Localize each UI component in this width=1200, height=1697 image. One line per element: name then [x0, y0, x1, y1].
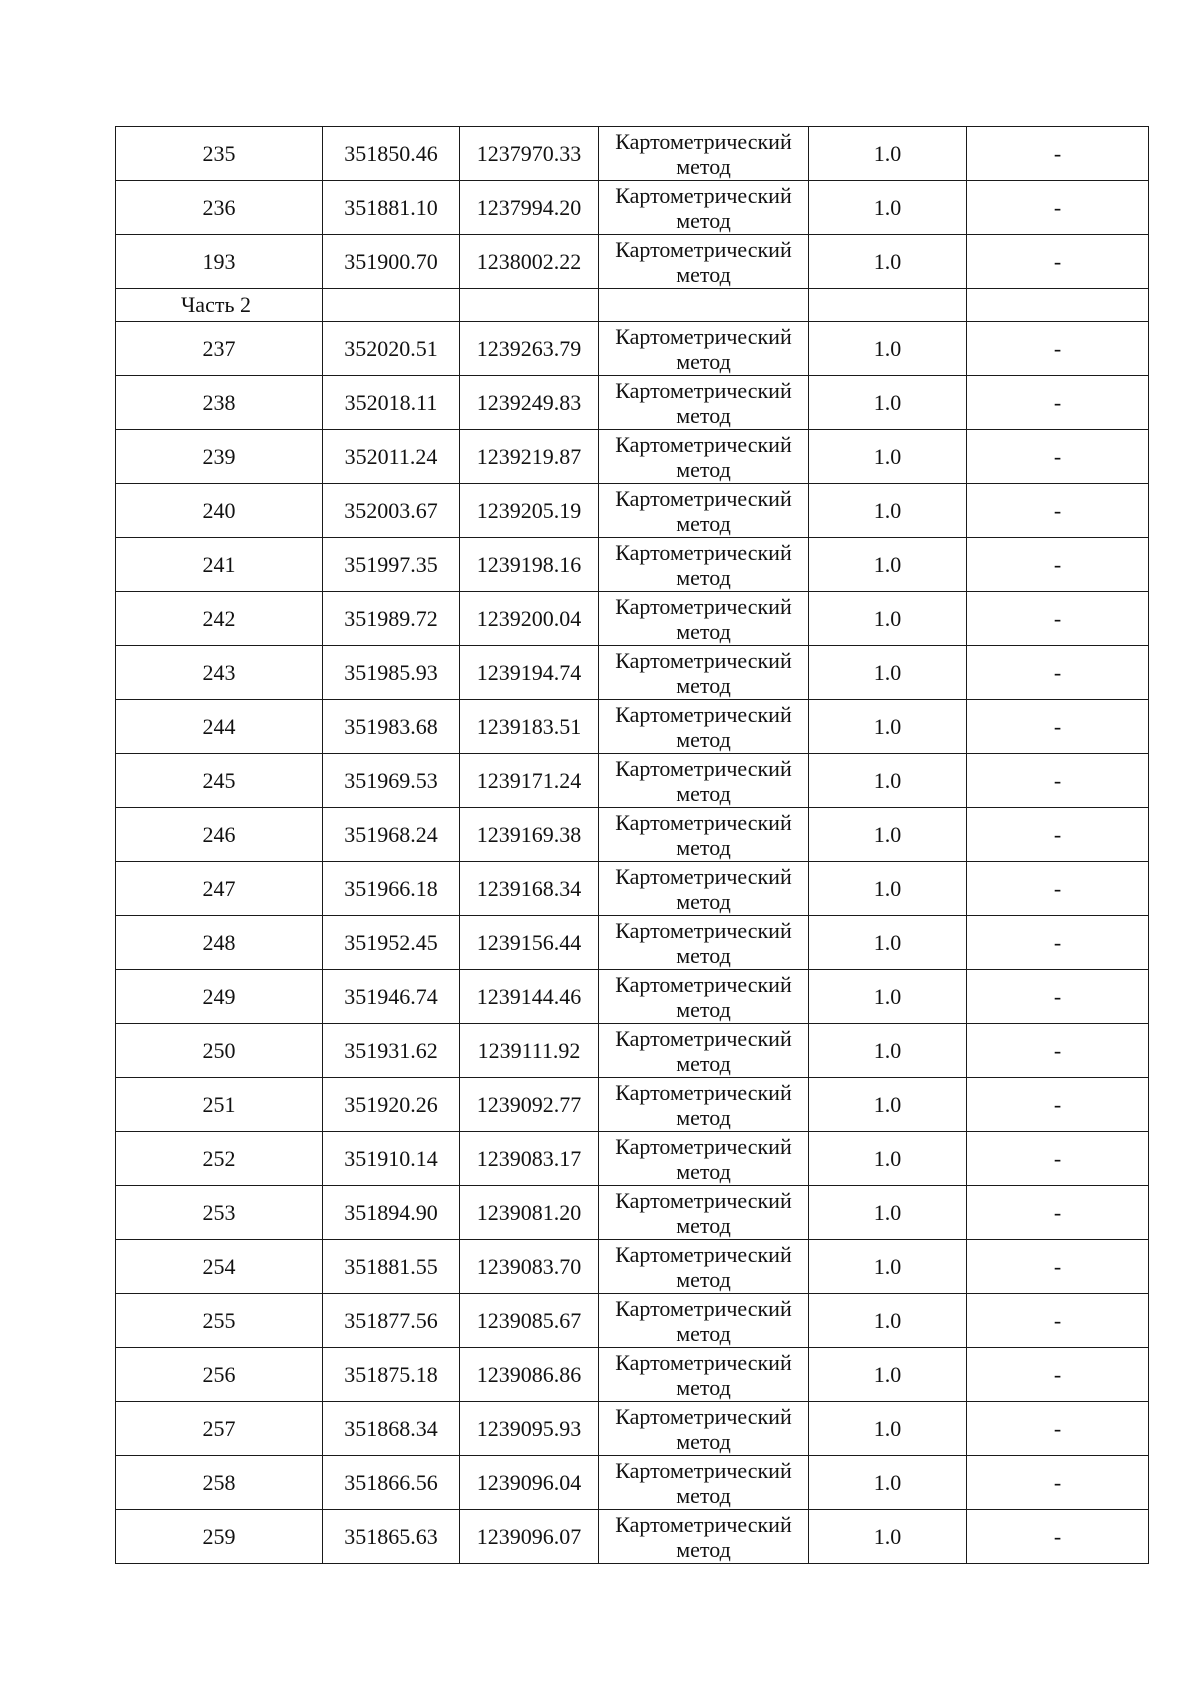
method-text-line: Картометрический — [615, 1295, 792, 1321]
accuracy-cell: 1.0 — [809, 1510, 967, 1564]
note-cell: - — [967, 1294, 1149, 1348]
table-row — [116, 592, 1149, 646]
x-coordinate-cell: 351983.68 — [323, 700, 460, 754]
y-coordinate-cell: 1239249.83 — [460, 376, 599, 430]
method-text-line: Картометрический — [615, 182, 792, 208]
y-coordinate-cell: 1239081.20 — [460, 1186, 599, 1240]
method-text-line: Картометрический — [615, 128, 792, 154]
table-row — [116, 1024, 1149, 1078]
y-coordinate-cell: 1239169.38 — [460, 808, 599, 862]
accuracy-cell: 1.0 — [809, 970, 967, 1024]
y-coordinate-cell: 1239111.92 — [460, 1024, 599, 1078]
method-text-line: Картометрический — [615, 1457, 792, 1483]
point-number-cell: 243 — [116, 646, 323, 700]
note-cell: - — [967, 1456, 1149, 1510]
point-number-cell: 258 — [116, 1456, 323, 1510]
note-cell: - — [967, 1132, 1149, 1186]
method-text-line: метод — [676, 942, 731, 968]
note-cell: - — [967, 1240, 1149, 1294]
point-number-cell: 248 — [116, 916, 323, 970]
note-cell: - — [967, 862, 1149, 916]
x-coordinate-cell: 352018.11 — [323, 376, 460, 430]
point-number-cell: 249 — [116, 970, 323, 1024]
method-cell — [599, 1456, 809, 1510]
table-row — [116, 1510, 1149, 1564]
note-cell: - — [967, 808, 1149, 862]
method-text-line: Картометрический — [615, 539, 792, 565]
note-cell: - — [967, 1348, 1149, 1402]
point-number-cell: 251 — [116, 1078, 323, 1132]
accuracy-cell: 1.0 — [809, 1294, 967, 1348]
note-cell: - — [967, 646, 1149, 700]
note-cell: - — [967, 127, 1149, 181]
accuracy-cell: 1.0 — [809, 1456, 967, 1510]
y-coordinate-cell: 1239085.67 — [460, 1294, 599, 1348]
method-text-line: Картометрический — [615, 755, 792, 781]
x-coordinate-cell: 351910.14 — [323, 1132, 460, 1186]
x-coordinate-cell: 351966.18 — [323, 862, 460, 916]
table-row — [116, 538, 1149, 592]
method-text-line: Картометрический — [615, 917, 792, 943]
note-cell: - — [967, 235, 1149, 289]
method-text-line: Картометрический — [615, 377, 792, 403]
method-cell — [599, 646, 809, 700]
y-coordinate-cell: 1239095.93 — [460, 1402, 599, 1456]
accuracy-cell: 1.0 — [809, 376, 967, 430]
method-text-line: метод — [676, 402, 731, 428]
x-coordinate-cell: 351868.34 — [323, 1402, 460, 1456]
method-cell — [599, 1024, 809, 1078]
point-number-cell: 193 — [116, 235, 323, 289]
table-row — [116, 1132, 1149, 1186]
table-row — [116, 430, 1149, 484]
point-number-cell: 245 — [116, 754, 323, 808]
note-cell: - — [967, 700, 1149, 754]
accuracy-cell: 1.0 — [809, 646, 967, 700]
y-coordinate-cell: 1239205.19 — [460, 484, 599, 538]
method-cell — [599, 700, 809, 754]
accuracy-cell: 1.0 — [809, 538, 967, 592]
point-number-cell: 237 — [116, 322, 323, 376]
point-number-cell: 242 — [116, 592, 323, 646]
method-cell — [599, 322, 809, 376]
x-coordinate-cell: 351968.24 — [323, 808, 460, 862]
method-text-line: метод — [676, 1482, 731, 1508]
y-coordinate-cell: 1239171.24 — [460, 754, 599, 808]
point-number-cell: 235 — [116, 127, 323, 181]
method-cell — [599, 1294, 809, 1348]
method-text-line: Картометрический — [615, 1511, 792, 1537]
method-cell — [599, 430, 809, 484]
note-cell: - — [967, 1510, 1149, 1564]
method-cell — [599, 1240, 809, 1294]
method-cell — [599, 376, 809, 430]
table-row — [116, 700, 1149, 754]
accuracy-cell: 1.0 — [809, 1132, 967, 1186]
x-coordinate-cell: 351985.93 — [323, 646, 460, 700]
method-text-line: метод — [676, 1158, 731, 1184]
method-text-line: Картометрический — [615, 647, 792, 673]
point-number-cell: 252 — [116, 1132, 323, 1186]
method-text-line: метод — [676, 888, 731, 914]
method-cell — [599, 970, 809, 1024]
method-cell — [599, 862, 809, 916]
x-coordinate-cell: 351881.10 — [323, 181, 460, 235]
method-cell — [599, 1132, 809, 1186]
method-cell — [599, 235, 809, 289]
note-cell: - — [967, 970, 1149, 1024]
point-number-cell: 244 — [116, 700, 323, 754]
y-coordinate-cell: 1239144.46 — [460, 970, 599, 1024]
coordinates-table — [115, 126, 1149, 1564]
method-text-line: метод — [676, 834, 731, 860]
table-row — [116, 322, 1149, 376]
note-cell: - — [967, 181, 1149, 235]
y-coordinate-cell: 1239083.70 — [460, 1240, 599, 1294]
x-coordinate-cell: 352003.67 — [323, 484, 460, 538]
method-text-line: Картометрический — [615, 1133, 792, 1159]
note-cell: - — [967, 1402, 1149, 1456]
y-coordinate-cell: 1239263.79 — [460, 322, 599, 376]
method-text-line: метод — [676, 1212, 731, 1238]
method-text-line: метод — [676, 564, 731, 590]
accuracy-cell: 1.0 — [809, 1348, 967, 1402]
method-cell — [599, 484, 809, 538]
point-number-cell: 254 — [116, 1240, 323, 1294]
x-coordinate-cell: 352020.51 — [323, 322, 460, 376]
table-row — [116, 127, 1149, 181]
method-text-line: метод — [676, 456, 731, 482]
table-row — [116, 754, 1149, 808]
accuracy-cell: 1.0 — [809, 754, 967, 808]
y-coordinate-cell: 1239183.51 — [460, 700, 599, 754]
method-text-line: метод — [676, 780, 731, 806]
method-text-line: метод — [676, 1374, 731, 1400]
table-row — [116, 1456, 1149, 1510]
method-text-line: Картометрический — [615, 431, 792, 457]
accuracy-cell: 1.0 — [809, 700, 967, 754]
method-cell — [599, 1402, 809, 1456]
note-cell: - — [967, 592, 1149, 646]
point-number-cell: 250 — [116, 1024, 323, 1078]
method-text-line: Картометрический — [615, 1187, 792, 1213]
accuracy-cell: 1.0 — [809, 1186, 967, 1240]
method-text-line: Картометрический — [615, 863, 792, 889]
accuracy-cell: 1.0 — [809, 1078, 967, 1132]
note-cell: - — [967, 430, 1149, 484]
table-row — [116, 1402, 1149, 1456]
accuracy-cell: 1.0 — [809, 1240, 967, 1294]
accuracy-cell: 1.0 — [809, 1024, 967, 1078]
method-text-line: метод — [676, 996, 731, 1022]
table-row — [116, 1078, 1149, 1132]
accuracy-cell: 1.0 — [809, 484, 967, 538]
x-coordinate-cell: 351989.72 — [323, 592, 460, 646]
x-coordinate-cell: 352011.24 — [323, 430, 460, 484]
note-cell: - — [967, 322, 1149, 376]
y-coordinate-cell: 1239092.77 — [460, 1078, 599, 1132]
method-cell — [599, 127, 809, 181]
table-row — [116, 484, 1149, 538]
note-cell: - — [967, 1078, 1149, 1132]
note-cell: - — [967, 754, 1149, 808]
x-coordinate-cell: 351969.53 — [323, 754, 460, 808]
y-coordinate-cell: 1239083.17 — [460, 1132, 599, 1186]
method-text-line: Картометрический — [615, 971, 792, 997]
method-cell — [599, 916, 809, 970]
accuracy-cell: 1.0 — [809, 862, 967, 916]
method-text-line: метод — [676, 672, 731, 698]
note-cell: - — [967, 1024, 1149, 1078]
method-cell — [599, 754, 809, 808]
x-coordinate-cell: 351900.70 — [323, 235, 460, 289]
point-number-cell: 241 — [116, 538, 323, 592]
method-text-line: Картометрический — [615, 593, 792, 619]
method-text-line: метод — [676, 207, 731, 233]
x-coordinate-cell: 351997.35 — [323, 538, 460, 592]
y-coordinate-cell: 1239168.34 — [460, 862, 599, 916]
method-cell — [599, 1510, 809, 1564]
part-row-empty-cell — [967, 289, 1149, 322]
y-coordinate-cell: 1239198.16 — [460, 538, 599, 592]
note-cell: - — [967, 916, 1149, 970]
note-cell: - — [967, 484, 1149, 538]
method-text-line: метод — [676, 153, 731, 179]
method-cell — [599, 808, 809, 862]
method-text-line: метод — [676, 618, 731, 644]
point-number-cell: 259 — [116, 1510, 323, 1564]
method-cell — [599, 1078, 809, 1132]
y-coordinate-cell: 1237994.20 — [460, 181, 599, 235]
point-number-cell: 238 — [116, 376, 323, 430]
y-coordinate-cell: 1239219.87 — [460, 430, 599, 484]
x-coordinate-cell: 351894.90 — [323, 1186, 460, 1240]
method-text-line: Картометрический — [615, 1349, 792, 1375]
table-row — [116, 1348, 1149, 1402]
method-text-line: метод — [676, 261, 731, 287]
point-number-cell: 239 — [116, 430, 323, 484]
coordinates-table-body — [116, 127, 1149, 1564]
method-text-line: Картометрический — [615, 1403, 792, 1429]
part-row-empty-cell — [809, 289, 967, 322]
point-number-cell: 257 — [116, 1402, 323, 1456]
point-number-cell: 256 — [116, 1348, 323, 1402]
y-coordinate-cell: 1239096.07 — [460, 1510, 599, 1564]
x-coordinate-cell: 351946.74 — [323, 970, 460, 1024]
accuracy-cell: 1.0 — [809, 127, 967, 181]
y-coordinate-cell: 1238002.22 — [460, 235, 599, 289]
table-row — [116, 808, 1149, 862]
method-text-line: Картометрический — [615, 701, 792, 727]
y-coordinate-cell: 1239096.04 — [460, 1456, 599, 1510]
method-text-line: Картометрический — [615, 236, 792, 262]
method-text-line: метод — [676, 1104, 731, 1130]
method-text-line: метод — [676, 1050, 731, 1076]
accuracy-cell: 1.0 — [809, 181, 967, 235]
part-label: Часть 2 — [116, 289, 323, 322]
method-cell — [599, 181, 809, 235]
table-row — [116, 1240, 1149, 1294]
accuracy-cell: 1.0 — [809, 592, 967, 646]
x-coordinate-cell: 351866.56 — [323, 1456, 460, 1510]
note-cell: - — [967, 538, 1149, 592]
table-row — [116, 1294, 1149, 1348]
x-coordinate-cell: 351875.18 — [323, 1348, 460, 1402]
note-cell: - — [967, 376, 1149, 430]
y-coordinate-cell: 1239086.86 — [460, 1348, 599, 1402]
part-row-empty-cell — [599, 289, 809, 322]
method-text-line: Картометрический — [615, 809, 792, 835]
accuracy-cell: 1.0 — [809, 808, 967, 862]
method-cell — [599, 1348, 809, 1402]
table-row — [116, 376, 1149, 430]
table-row — [116, 862, 1149, 916]
method-text-line: метод — [676, 348, 731, 374]
table-row — [116, 970, 1149, 1024]
x-coordinate-cell: 351920.26 — [323, 1078, 460, 1132]
point-number-cell: 236 — [116, 181, 323, 235]
part-row-empty-cell — [460, 289, 599, 322]
method-text-line: Картометрический — [615, 323, 792, 349]
method-text-line: Картометрический — [615, 485, 792, 511]
point-number-cell: 255 — [116, 1294, 323, 1348]
accuracy-cell: 1.0 — [809, 235, 967, 289]
note-cell: - — [967, 1186, 1149, 1240]
point-number-cell: 246 — [116, 808, 323, 862]
method-text-line: метод — [676, 1266, 731, 1292]
table-row — [116, 235, 1149, 289]
point-number-cell: 247 — [116, 862, 323, 916]
method-text-line: метод — [676, 1320, 731, 1346]
x-coordinate-cell: 351865.63 — [323, 1510, 460, 1564]
y-coordinate-cell: 1239200.04 — [460, 592, 599, 646]
accuracy-cell: 1.0 — [809, 916, 967, 970]
table-row — [116, 181, 1149, 235]
x-coordinate-cell: 351877.56 — [323, 1294, 460, 1348]
x-coordinate-cell: 351931.62 — [323, 1024, 460, 1078]
accuracy-cell: 1.0 — [809, 322, 967, 376]
x-coordinate-cell: 351850.46 — [323, 127, 460, 181]
table-row — [116, 646, 1149, 700]
method-text-line: метод — [676, 726, 731, 752]
method-cell — [599, 538, 809, 592]
method-text-line: Картометрический — [615, 1079, 792, 1105]
accuracy-cell: 1.0 — [809, 430, 967, 484]
x-coordinate-cell: 351881.55 — [323, 1240, 460, 1294]
method-text-line: Картометрический — [615, 1025, 792, 1051]
part-header-row — [116, 289, 1149, 322]
method-text-line: метод — [676, 510, 731, 536]
method-text-line: метод — [676, 1428, 731, 1454]
part-row-empty-cell — [323, 289, 460, 322]
y-coordinate-cell: 1239156.44 — [460, 916, 599, 970]
method-text-line: метод — [676, 1536, 731, 1562]
point-number-cell: 253 — [116, 1186, 323, 1240]
table-row — [116, 916, 1149, 970]
y-coordinate-cell: 1237970.33 — [460, 127, 599, 181]
accuracy-cell: 1.0 — [809, 1402, 967, 1456]
table-row — [116, 1186, 1149, 1240]
method-cell — [599, 592, 809, 646]
method-text-line: Картометрический — [615, 1241, 792, 1267]
point-number-cell: 240 — [116, 484, 323, 538]
y-coordinate-cell: 1239194.74 — [460, 646, 599, 700]
method-cell — [599, 1186, 809, 1240]
x-coordinate-cell: 351952.45 — [323, 916, 460, 970]
